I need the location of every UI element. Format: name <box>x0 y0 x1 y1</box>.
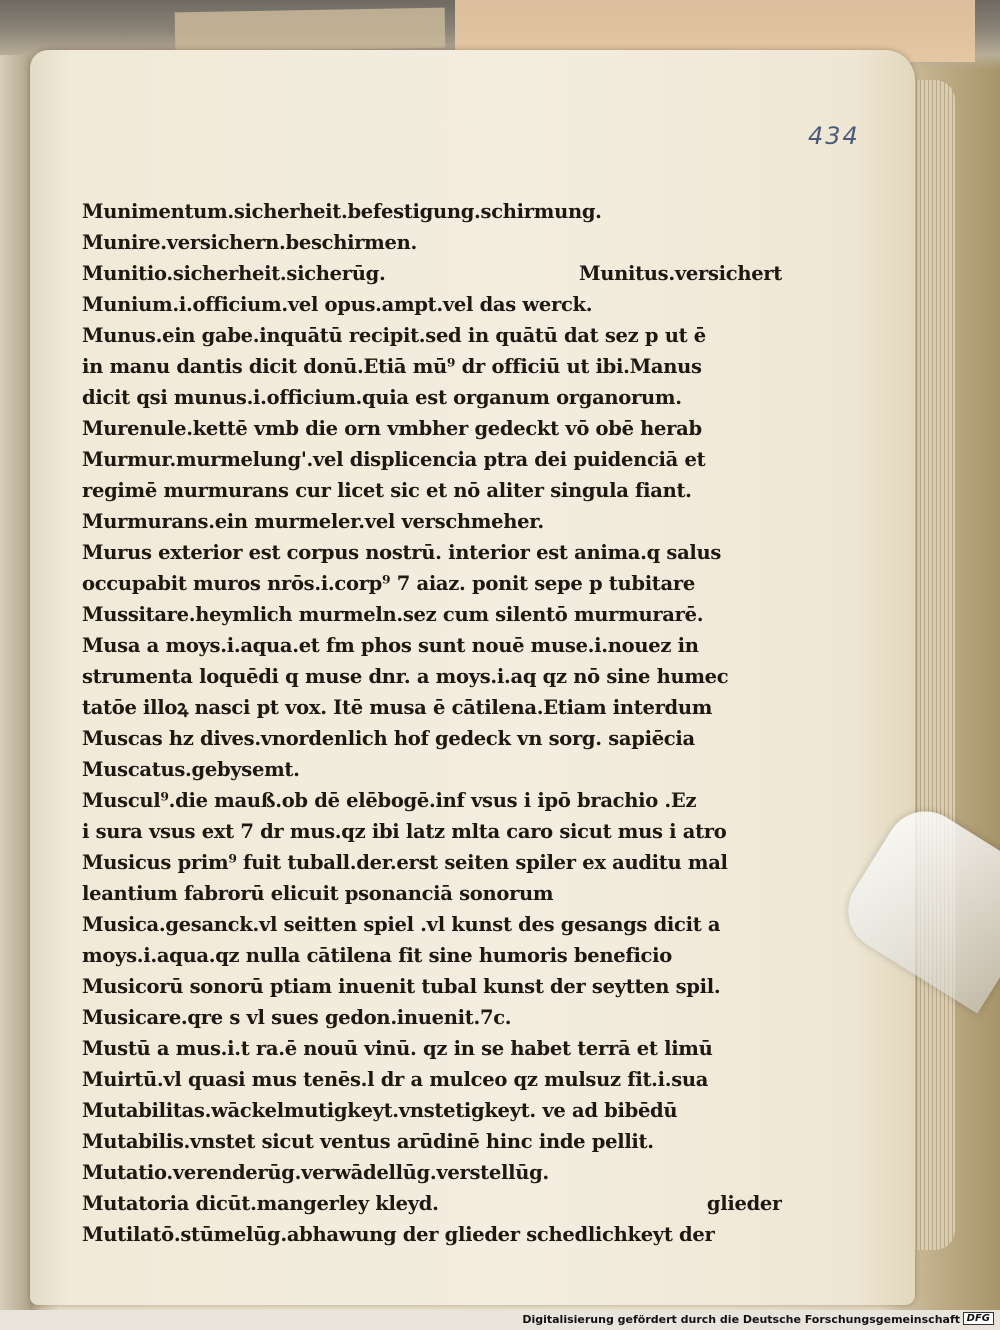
text-line-content: Mutatoria dicūt.mangerley kleyd. <box>82 1192 439 1215</box>
text-line-content: Muscas hz dives.vnordenlich hof gedeck vn sorg. sapiēcia <box>82 727 695 750</box>
text-line <box>82 847 782 878</box>
page-text <box>82 196 782 1250</box>
text-line <box>82 785 782 816</box>
text-line-content: Mutilatō.stūmelūg.abhawung der glieder schedlichkeyt der <box>82 1223 715 1246</box>
text-line <box>82 909 782 940</box>
text-line-content: dicit qsi munus.i.officium.quia est organum organorum. <box>82 386 682 409</box>
text-line-content: Munus.ein gabe.inquātū recipit.sed in quātū dat sez p ut ē <box>82 324 706 347</box>
text-line <box>82 816 782 847</box>
text-line-content: Musicorū sonorū ptiam inuenit tubal kunst der seytten spil. <box>82 975 721 998</box>
text-line-content: Murmurans.ein murmeler.vel verschmeher. <box>82 510 544 533</box>
text-line-content: Mutatio.verenderūg.verwādellūg.verstellūg. <box>82 1161 549 1184</box>
text-line <box>82 320 782 351</box>
text-line <box>82 1126 782 1157</box>
text-line-content: Mutabilitas.wāckelmutigkeyt.vnstetigkeyt. ve ad bibēdū <box>82 1099 678 1122</box>
text-line <box>82 1095 782 1126</box>
left-page-edge <box>0 55 30 1310</box>
text-line <box>82 940 782 971</box>
text-line <box>82 723 782 754</box>
text-line-content: i sura vsus ext 7 dr mus.qz ibi latz mlta caro sicut mus i atro <box>82 820 727 843</box>
text-line-right: glieder <box>706 1192 782 1215</box>
text-line <box>82 878 782 909</box>
text-line <box>82 1033 782 1064</box>
text-line-content: Munium.i.officium.vel opus.ampt.vel das werck. <box>82 293 593 316</box>
text-line-content: Munimentum.sicherheit.befestigung.schirmung. <box>82 200 602 223</box>
text-line-content: moys.i.aqua.qz nulla cātilena fit sine humoris beneficio <box>82 944 672 967</box>
text-line <box>82 1064 782 1095</box>
text-line <box>82 475 782 506</box>
text-line <box>82 506 782 537</box>
footer <box>0 1310 1000 1330</box>
text-line-content: occupabit muros nrōs.i.corp⁹ 7 aiaz. ponit sepe p tubitare <box>82 572 695 595</box>
text-line <box>82 196 782 227</box>
text-line <box>82 568 782 599</box>
text-line-content: Murenule.kettē vmb die orn vmbher gedeckt vō obē herab <box>82 417 702 440</box>
text-line-right: Munitus.versichert <box>578 262 782 285</box>
text-line <box>82 1188 782 1219</box>
text-line-content: Musa a moys.i.aqua.et fm phos sunt nouē muse.i.nouez in <box>82 634 699 657</box>
text-line-content: tatōe illoꝝ nasci pt vox. Itē musa ē cātilena.Etiam interdum <box>82 696 713 719</box>
text-line <box>82 413 782 444</box>
text-line-content: regimē murmurans cur licet sic et nō aliter singula fiant. <box>82 479 692 502</box>
text-line <box>82 444 782 475</box>
tape-strip <box>175 8 446 53</box>
footer-credit: Digitalisierung gefördert durch die Deutsche Forschungsgemeinschaft <box>522 1313 960 1326</box>
text-line-content: Muscatus.gebysemt. <box>82 758 300 781</box>
text-line-content: Musica.gesanck.vl seitten spiel .vl kunst des gesangs dicit a <box>82 913 721 936</box>
text-line-content: Mutabilis.vnstet sicut ventus arūdinē hinc inde pellit. <box>82 1130 654 1153</box>
text-line-content: in manu dantis dicit donū.Etiā mū⁹ dr officiū ut ibi.Manus <box>82 355 702 378</box>
text-line-content: Munitio.sicherheit.sicherūg. <box>82 262 386 285</box>
text-line-content: Murus exterior est corpus nostrū. interior est anima.q salus <box>82 541 722 564</box>
text-line <box>82 971 782 1002</box>
text-line-content: Muscul⁹.die mauß.ob dē elēbogē.inf vsus i ipō brachio .Ez <box>82 789 697 812</box>
text-line <box>82 1002 782 1033</box>
text-line-content: Mustū a mus.i.t ra.ē nouū vinū. qz in se habet terrā et limū <box>82 1037 713 1060</box>
text-line-content: Musicare.qre s vl sues gedon.inuenit.7c. <box>82 1006 512 1029</box>
page-number: 434 <box>808 122 860 150</box>
text-line <box>82 258 782 289</box>
text-line <box>82 754 782 785</box>
text-line-content: Muirtū.vl quasi mus tenēs.l dr a mulceo qz mulsuz fit.i.sua <box>82 1068 709 1091</box>
text-line-content: Munire.versichern.beschirmen. <box>82 231 417 254</box>
text-line <box>82 1219 782 1250</box>
text-line <box>82 227 782 258</box>
text-line <box>82 537 782 568</box>
text-line <box>82 692 782 723</box>
text-line <box>82 630 782 661</box>
text-line <box>82 661 782 692</box>
text-line <box>82 351 782 382</box>
text-line-content: strumenta loquēdi q muse dnr. a moys.i.aq qz nō sine humec <box>82 665 729 688</box>
dfg-logo: DFG <box>963 1312 994 1325</box>
text-line <box>82 599 782 630</box>
text-line-content: Mussitare.heymlich murmeln.sez cum silentō murmurarē. <box>82 603 704 626</box>
text-line-content: leantium fabrorū elicuit psonanciā sonorum <box>82 882 554 905</box>
text-line-content: Musicus prim⁹ fuit tuball.der.erst seiten spiler ex auditu mal <box>82 851 728 874</box>
text-line <box>82 289 782 320</box>
text-line-content: Murmur.murmelung'.vel displicencia ptra dei puidenciā et <box>82 448 706 471</box>
text-line <box>82 1157 782 1188</box>
text-line <box>82 382 782 413</box>
